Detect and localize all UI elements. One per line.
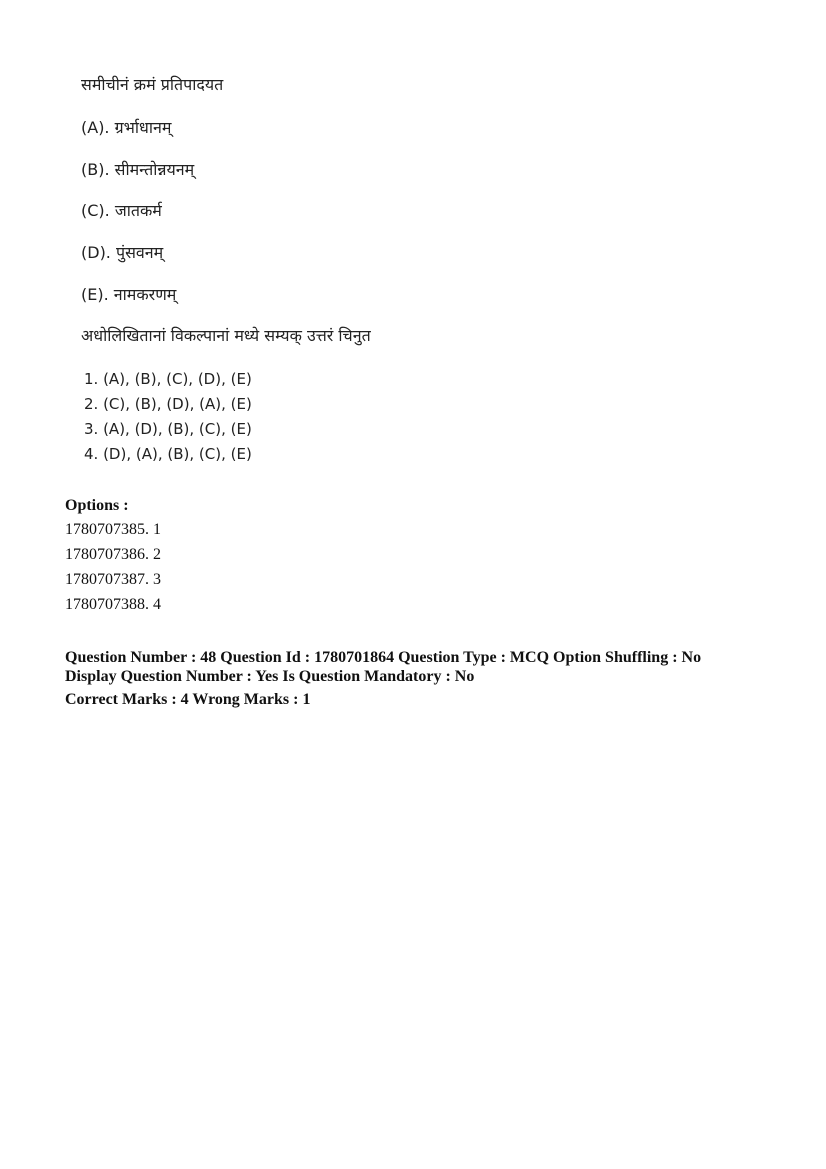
option-id-2: 1780707386. 2 — [65, 546, 161, 563]
answer-choice-1: 1. (A), (B), (C), (D), (E) — [84, 370, 252, 388]
question-instruction: अधोलिखितानां विकल्पानां मध्ये सम्यक् उत्तरं चिनुत — [81, 326, 371, 345]
answer-choice-4: 4. (D), (A), (B), (C), (E) — [84, 445, 252, 463]
answer-choice-3: 3. (A), (D), (B), (C), (E) — [84, 420, 252, 438]
answer-choice-2: 2. (C), (B), (D), (A), (E) — [84, 395, 252, 413]
option-id-1: 1780707385. 1 — [65, 521, 161, 538]
question-item-b: (B). सीमन्तोन्नयनम् — [81, 160, 195, 179]
question-item-c: (C). जातकर्म — [81, 201, 162, 220]
question-item-e: (E). नामकरणम् — [81, 285, 177, 304]
question-meta-line-3: Correct Marks : 4 Wrong Marks : 1 — [65, 691, 311, 708]
question-item-a: (A). ग्रर्भाधानम् — [81, 118, 172, 137]
option-id-3: 1780707387. 3 — [65, 571, 161, 588]
question-item-d: (D). पुंसवनम् — [81, 243, 164, 262]
question-prompt: समीचीनं क्रमं प्रतिपादयत — [81, 75, 224, 94]
question-meta-line-2: Display Question Number : Yes Is Question Mandatory : No — [65, 668, 475, 685]
options-heading: Options : — [65, 497, 129, 514]
question-meta-line-1: Question Number : 48 Question Id : 1780701864 Question Type : MCQ Option Shuffling : No — [65, 649, 702, 666]
option-id-4: 1780707388. 4 — [65, 596, 161, 613]
